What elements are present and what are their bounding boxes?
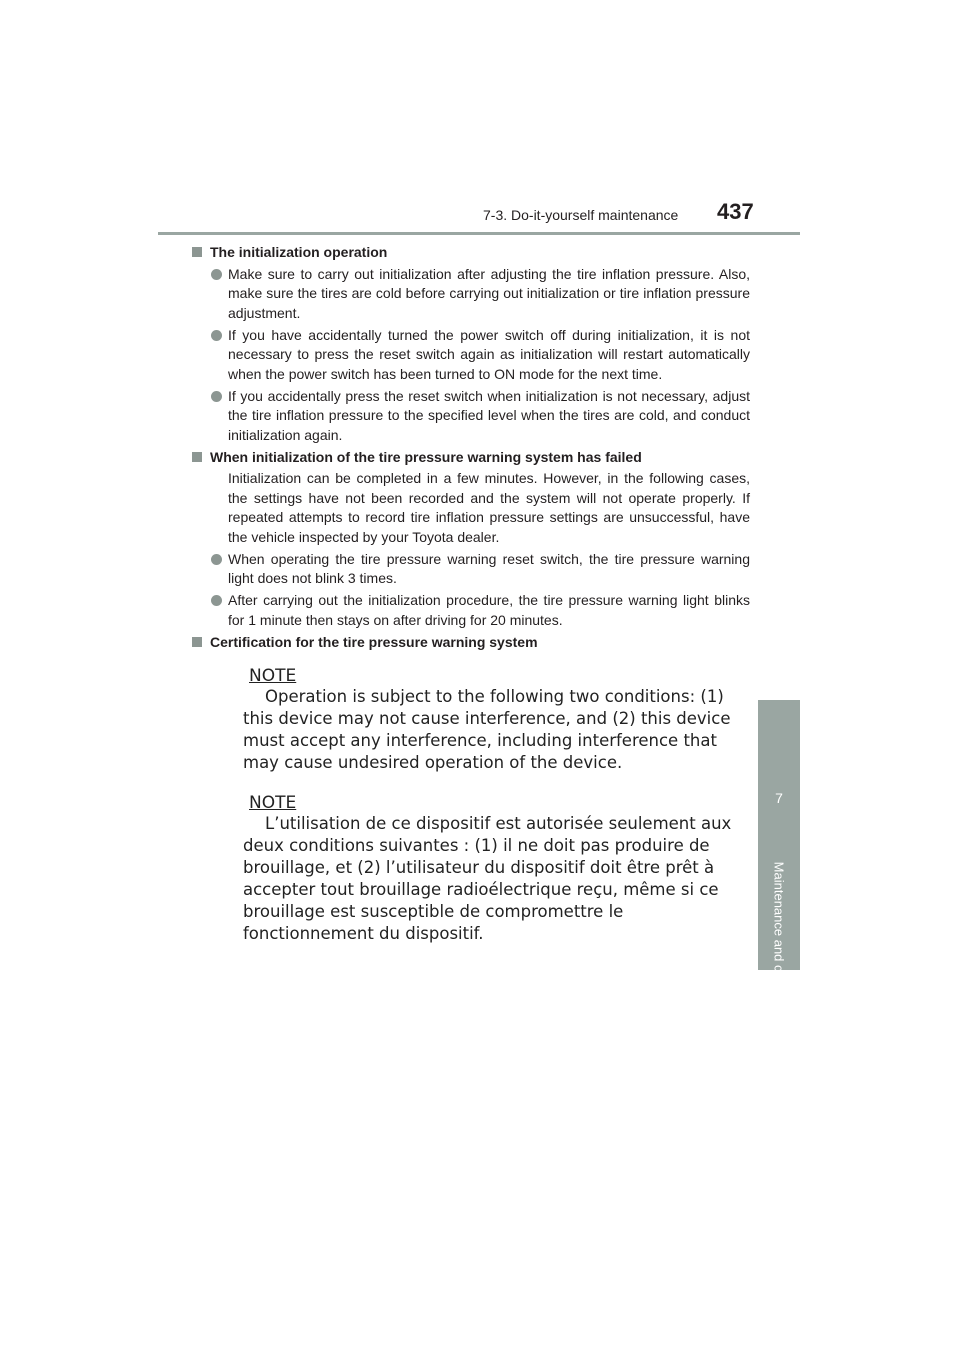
circle-bullet-icon (211, 269, 222, 280)
list-item-text: Make sure to carry out initialization after adjusting the tire inflation pressure. Also, make sure the tires are cold before carrying out initialization or tire inflation pressure adjustment. (228, 265, 750, 321)
note-english (243, 666, 763, 774)
heading-text: When initialization of the tire pressure warning system has failed (210, 448, 642, 465)
chapter-tab (758, 700, 800, 991)
page-number: 437 (717, 199, 754, 224)
note-line: deux conditions suivantes : (1) il ne doit pas produire de (243, 836, 710, 855)
list-item (210, 550, 750, 589)
note-french (243, 793, 763, 945)
note-line: Operation is subject to the following two conditions: (1) (265, 687, 724, 706)
section-heading (192, 448, 750, 468)
square-bullet-icon (192, 247, 202, 257)
note-line: this device may not cause interference, and (2) this device (243, 709, 731, 728)
section-title: 7-3. Do-it-yourself maintenance (483, 207, 679, 223)
list-item-text: If you have accidentally turned the power switch off during initialization, it is not necessary to press the reset switch again as initialization will restart automatically when the power switch has been turned to ON mode for the next time. (228, 326, 750, 382)
list-item-text: If you accidentally press the reset switch when initialization is not necessary, adjust the tire inflation pressure to the specified level when the tires are cold, and conduct initialization again. (228, 387, 750, 443)
list-item-text: When operating the tire pressure warning reset switch, the tire pressure warning light does not blink 3 times. (228, 550, 750, 586)
list-item (210, 591, 750, 630)
circle-bullet-icon (211, 330, 222, 341)
note-line: brouillage, et (2) l’utilisateur du dispositif doit être prêt à (243, 858, 715, 877)
circle-bullet-icon (211, 391, 222, 402)
list-item (210, 326, 750, 385)
list-item (210, 387, 750, 446)
note-line: L’utilisation de ce dispositif est autorisée seulement aux (265, 814, 732, 833)
heading-text: The initialization operation (210, 244, 388, 260)
section-heading (192, 633, 750, 653)
chapter-number: 7 (775, 790, 783, 806)
list-item-text: After carrying out the initialization procedure, the tire pressure warning light blinks for 1 minute then stays on after driving for 20 minutes. (228, 592, 750, 628)
note-line: may cause undesired operation of the device. (243, 753, 623, 772)
list-item (210, 265, 750, 324)
note-line: must accept any interference, including interference that (243, 731, 717, 750)
chapter-label: Maintenance and care (771, 861, 787, 991)
main-content (210, 243, 750, 654)
note-line: brouillage est susceptible de compromettre le (243, 902, 624, 921)
header-divider (158, 232, 800, 235)
note-title: NOTE (249, 666, 297, 686)
heading-text: Certification for the tire pressure warning system (210, 633, 538, 650)
note-line: fonctionnement du dispositif. (243, 924, 484, 943)
note-title: NOTE (249, 793, 297, 813)
circle-bullet-icon (211, 595, 222, 606)
circle-bullet-icon (211, 554, 222, 565)
section-heading (192, 243, 750, 263)
square-bullet-icon (192, 637, 202, 647)
square-bullet-icon (192, 452, 202, 462)
paragraph: Initialization can be completed in a few minutes. However, in the following cases, the settings have not been recorded and the system will not operate properly. If repeated attempts to record tire inflation pressure settings are unsuccessful, have the vehicle inspected by your Toyota dealer. (228, 470, 750, 545)
note-line: accepter tout brouillage radioélectrique reçu, même si ce (243, 880, 719, 899)
